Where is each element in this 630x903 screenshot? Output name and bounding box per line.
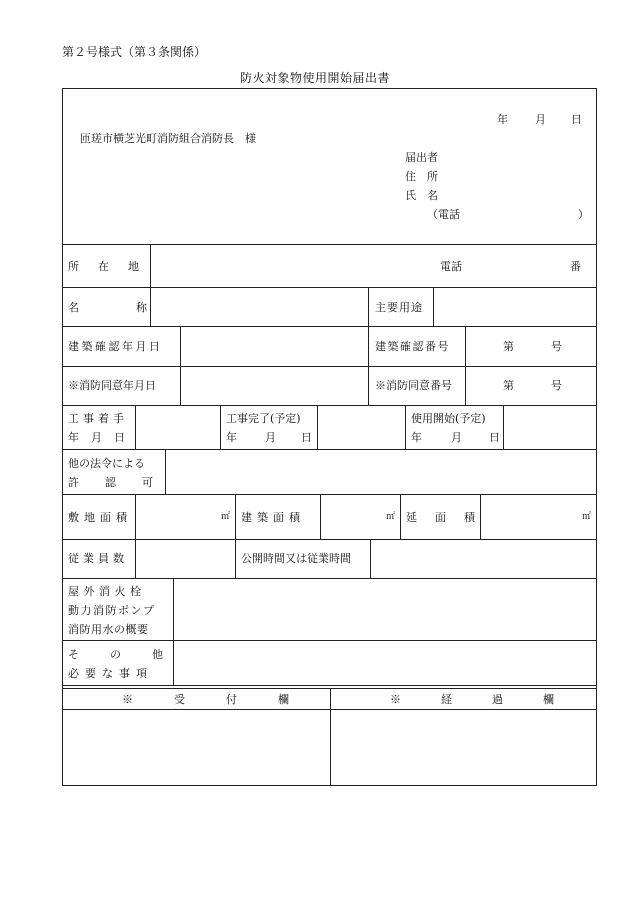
row-divider [62, 405, 597, 406]
phone-close: ） [578, 208, 589, 221]
col-divider [235, 494, 236, 578]
header-date-month: 月 [535, 113, 546, 126]
name-label: 氏 名 [405, 189, 438, 202]
fire-consent-dai: 第 [503, 379, 514, 392]
public-hours-field[interactable] [372, 541, 595, 577]
use-start-label: 使用開始(予定) [411, 412, 486, 425]
col-divider [503, 405, 504, 449]
row-divider [62, 244, 597, 245]
fire-consent-no-label: ※消防同意番号 [375, 379, 452, 392]
location-label [68, 260, 158, 273]
col-divider [368, 287, 369, 326]
building-confirm-gou: 号 [551, 340, 562, 353]
fire-consent-no-field[interactable] [515, 368, 549, 404]
equipment-label-3: 消防用水の概要 [68, 623, 149, 636]
use-start-field[interactable] [505, 407, 595, 448]
use-start-day: 日 [489, 431, 500, 444]
row-divider [62, 640, 597, 641]
building-confirm-date-field[interactable] [182, 328, 366, 365]
other-field[interactable] [175, 642, 595, 684]
form-number: 第２号様式（第３条関係） [62, 45, 207, 59]
col-divider [405, 405, 406, 449]
location-field[interactable] [152, 246, 432, 285]
col-divider [400, 494, 401, 539]
name-row-label: 名称 [68, 301, 204, 314]
equipment-field[interactable] [175, 580, 595, 639]
col-divider [135, 494, 136, 578]
progress-header: ※経過欄 [390, 693, 594, 706]
other-law-field[interactable] [167, 451, 595, 493]
fire-consent-gou: 号 [551, 379, 562, 392]
other-law-label-1: 他の法令による [68, 457, 145, 470]
location-label-text: 所在地 [68, 260, 158, 273]
total-floor-area-label: 延面積 [406, 511, 493, 524]
fire-consent-date-field[interactable] [182, 368, 366, 404]
address-label: 住 所 [405, 170, 438, 183]
header-date-year: 年 [497, 113, 508, 126]
building-confirm-dai: 第 [503, 340, 514, 353]
phone-open: （電話 [427, 208, 460, 221]
col-divider [368, 326, 369, 405]
location-phone-label: 電話 [440, 260, 462, 273]
col-divider [465, 326, 466, 405]
total-floor-area-unit: ㎡ [582, 512, 592, 522]
site-area-label: 敷地面積 [68, 511, 132, 524]
building-area-unit: ㎡ [386, 512, 396, 522]
row-divider [62, 326, 597, 327]
construction-end-field[interactable] [319, 407, 403, 448]
col-divider [370, 539, 371, 578]
site-area-field[interactable] [137, 496, 217, 538]
construction-end-month: 月 [265, 431, 276, 444]
row-divider [62, 366, 597, 367]
header-date-day: 日 [571, 113, 582, 126]
equipment-label-2: 動力消防ポンプ [68, 604, 156, 617]
row-divider [62, 539, 597, 540]
col-divider [330, 688, 331, 786]
location-phone-suffix: 番 [570, 260, 581, 273]
site-area-unit: ㎡ [221, 512, 231, 522]
construction-start-field[interactable] [137, 407, 218, 448]
main-use-label: 主要用途 [375, 301, 423, 314]
row-divider [62, 685, 597, 686]
name-field[interactable] [152, 289, 366, 325]
col-divider [317, 405, 318, 449]
employees-field[interactable] [137, 541, 233, 577]
col-divider [180, 326, 181, 405]
row-divider [62, 578, 597, 579]
row-divider [62, 449, 597, 450]
employees-label: 従業員数 [68, 552, 128, 565]
reception-header: ※受付欄 [122, 693, 330, 706]
reception-field[interactable] [63, 711, 329, 785]
building-area-label: 建築面積 [241, 511, 305, 524]
other-label-2: 必要な事項 [68, 667, 153, 680]
construction-end-day: 日 [301, 431, 312, 444]
construction-start-label-1: 工事着手 [68, 412, 128, 425]
equipment-label-1: 屋外消火栓 [68, 585, 146, 598]
form-title: 防火対象物使用開始届出書 [240, 71, 391, 85]
col-divider [173, 578, 174, 685]
row-divider [62, 494, 597, 495]
public-hours-label: 公開時間又は従業時間 [241, 552, 351, 565]
other-law-label-2: 許認可 [68, 476, 179, 489]
building-confirm-no-field[interactable] [515, 328, 549, 365]
building-confirm-date-label: 建築確認年月日 [68, 340, 163, 353]
use-start-month: 月 [451, 431, 462, 444]
building-area-field[interactable] [322, 496, 384, 538]
other-label-1: その他 [68, 648, 194, 661]
main-use-field[interactable] [435, 289, 595, 325]
construction-end-label: 工事完了(予定) [226, 412, 301, 425]
use-start-year: 年 [411, 431, 422, 444]
construction-start-label-2: 年月日 [68, 431, 137, 444]
total-floor-area-field[interactable] [482, 496, 580, 538]
col-divider [220, 405, 221, 449]
construction-end-year: 年 [226, 431, 237, 444]
row-divider [62, 287, 597, 288]
col-divider [433, 287, 434, 326]
col-divider [320, 494, 321, 539]
addressee: 匝瑳市横芝光町消防組合消防長 様 [80, 132, 256, 145]
building-confirm-no-label: 建築確認番号 [375, 340, 450, 353]
fire-consent-date-label: ※消防同意年月日 [68, 379, 156, 392]
notifier-label: 届出者 [405, 151, 438, 164]
progress-field[interactable] [332, 711, 596, 785]
location-phone-field[interactable] [465, 246, 565, 285]
